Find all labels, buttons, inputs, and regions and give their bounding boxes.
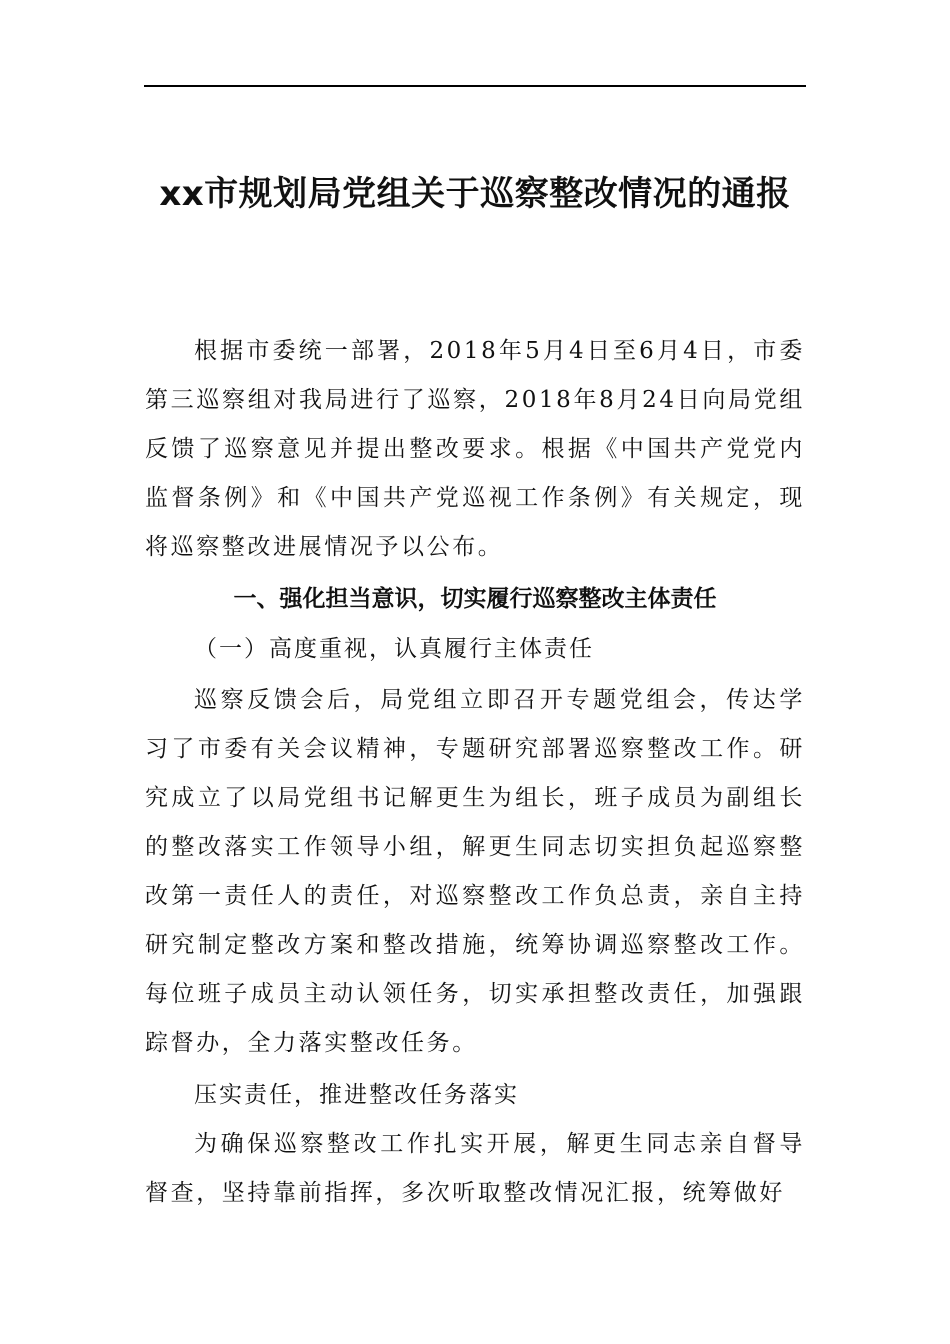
subsection-body-paragraph: 为确保巡察整改工作扎实开展，解更生同志亲自督导督查，坚持靠前指挥，多次听取整改情况汇报，统筹做好 (145, 1131, 805, 1206)
section-heading: 一、强化担当意识，切实履行巡察整改主体责任 (233, 586, 717, 612)
intro-paragraph: 根据市委统一部署，2018年5月4日至6月4日，市委第三巡察组对我局进行了巡察，2018年8月24日向局党组反馈了巡察意见并提出整改要求。根据《中国共产党党内监督条例》和《中国共产党巡视工作条例》有关规定，现将巡察整改进展情况予以公布。 (145, 338, 805, 560)
subsection-heading: （一）高度重视，认真履行主体责任 (194, 636, 594, 662)
header-rule (144, 85, 806, 87)
subsection-body-paragraph: 巡察反馈会后，局党组立即召开专题党组会，传达学习了市委有关会议精神，专题研究部署巡察整改工作。研究成立了以局党组书记解更生为组长，班子成员为副组长的整改落实工作领导小组，解更生同志切实担负起巡察整改第一责任人的责任，对巡察整改工作负总责，亲自主持研究制定整改方案和整改措施，统筹协调巡察整改工作。每位班子成员主动认领任务，切实承担整改责任，加强跟踪督办，全力落实整改任务。 (145, 687, 805, 1056)
subsection-heading: 压实责任，推进整改任务落实 (194, 1082, 519, 1108)
document-title: xx市规划局党组关于巡察整改情况的通报 (159, 174, 791, 214)
